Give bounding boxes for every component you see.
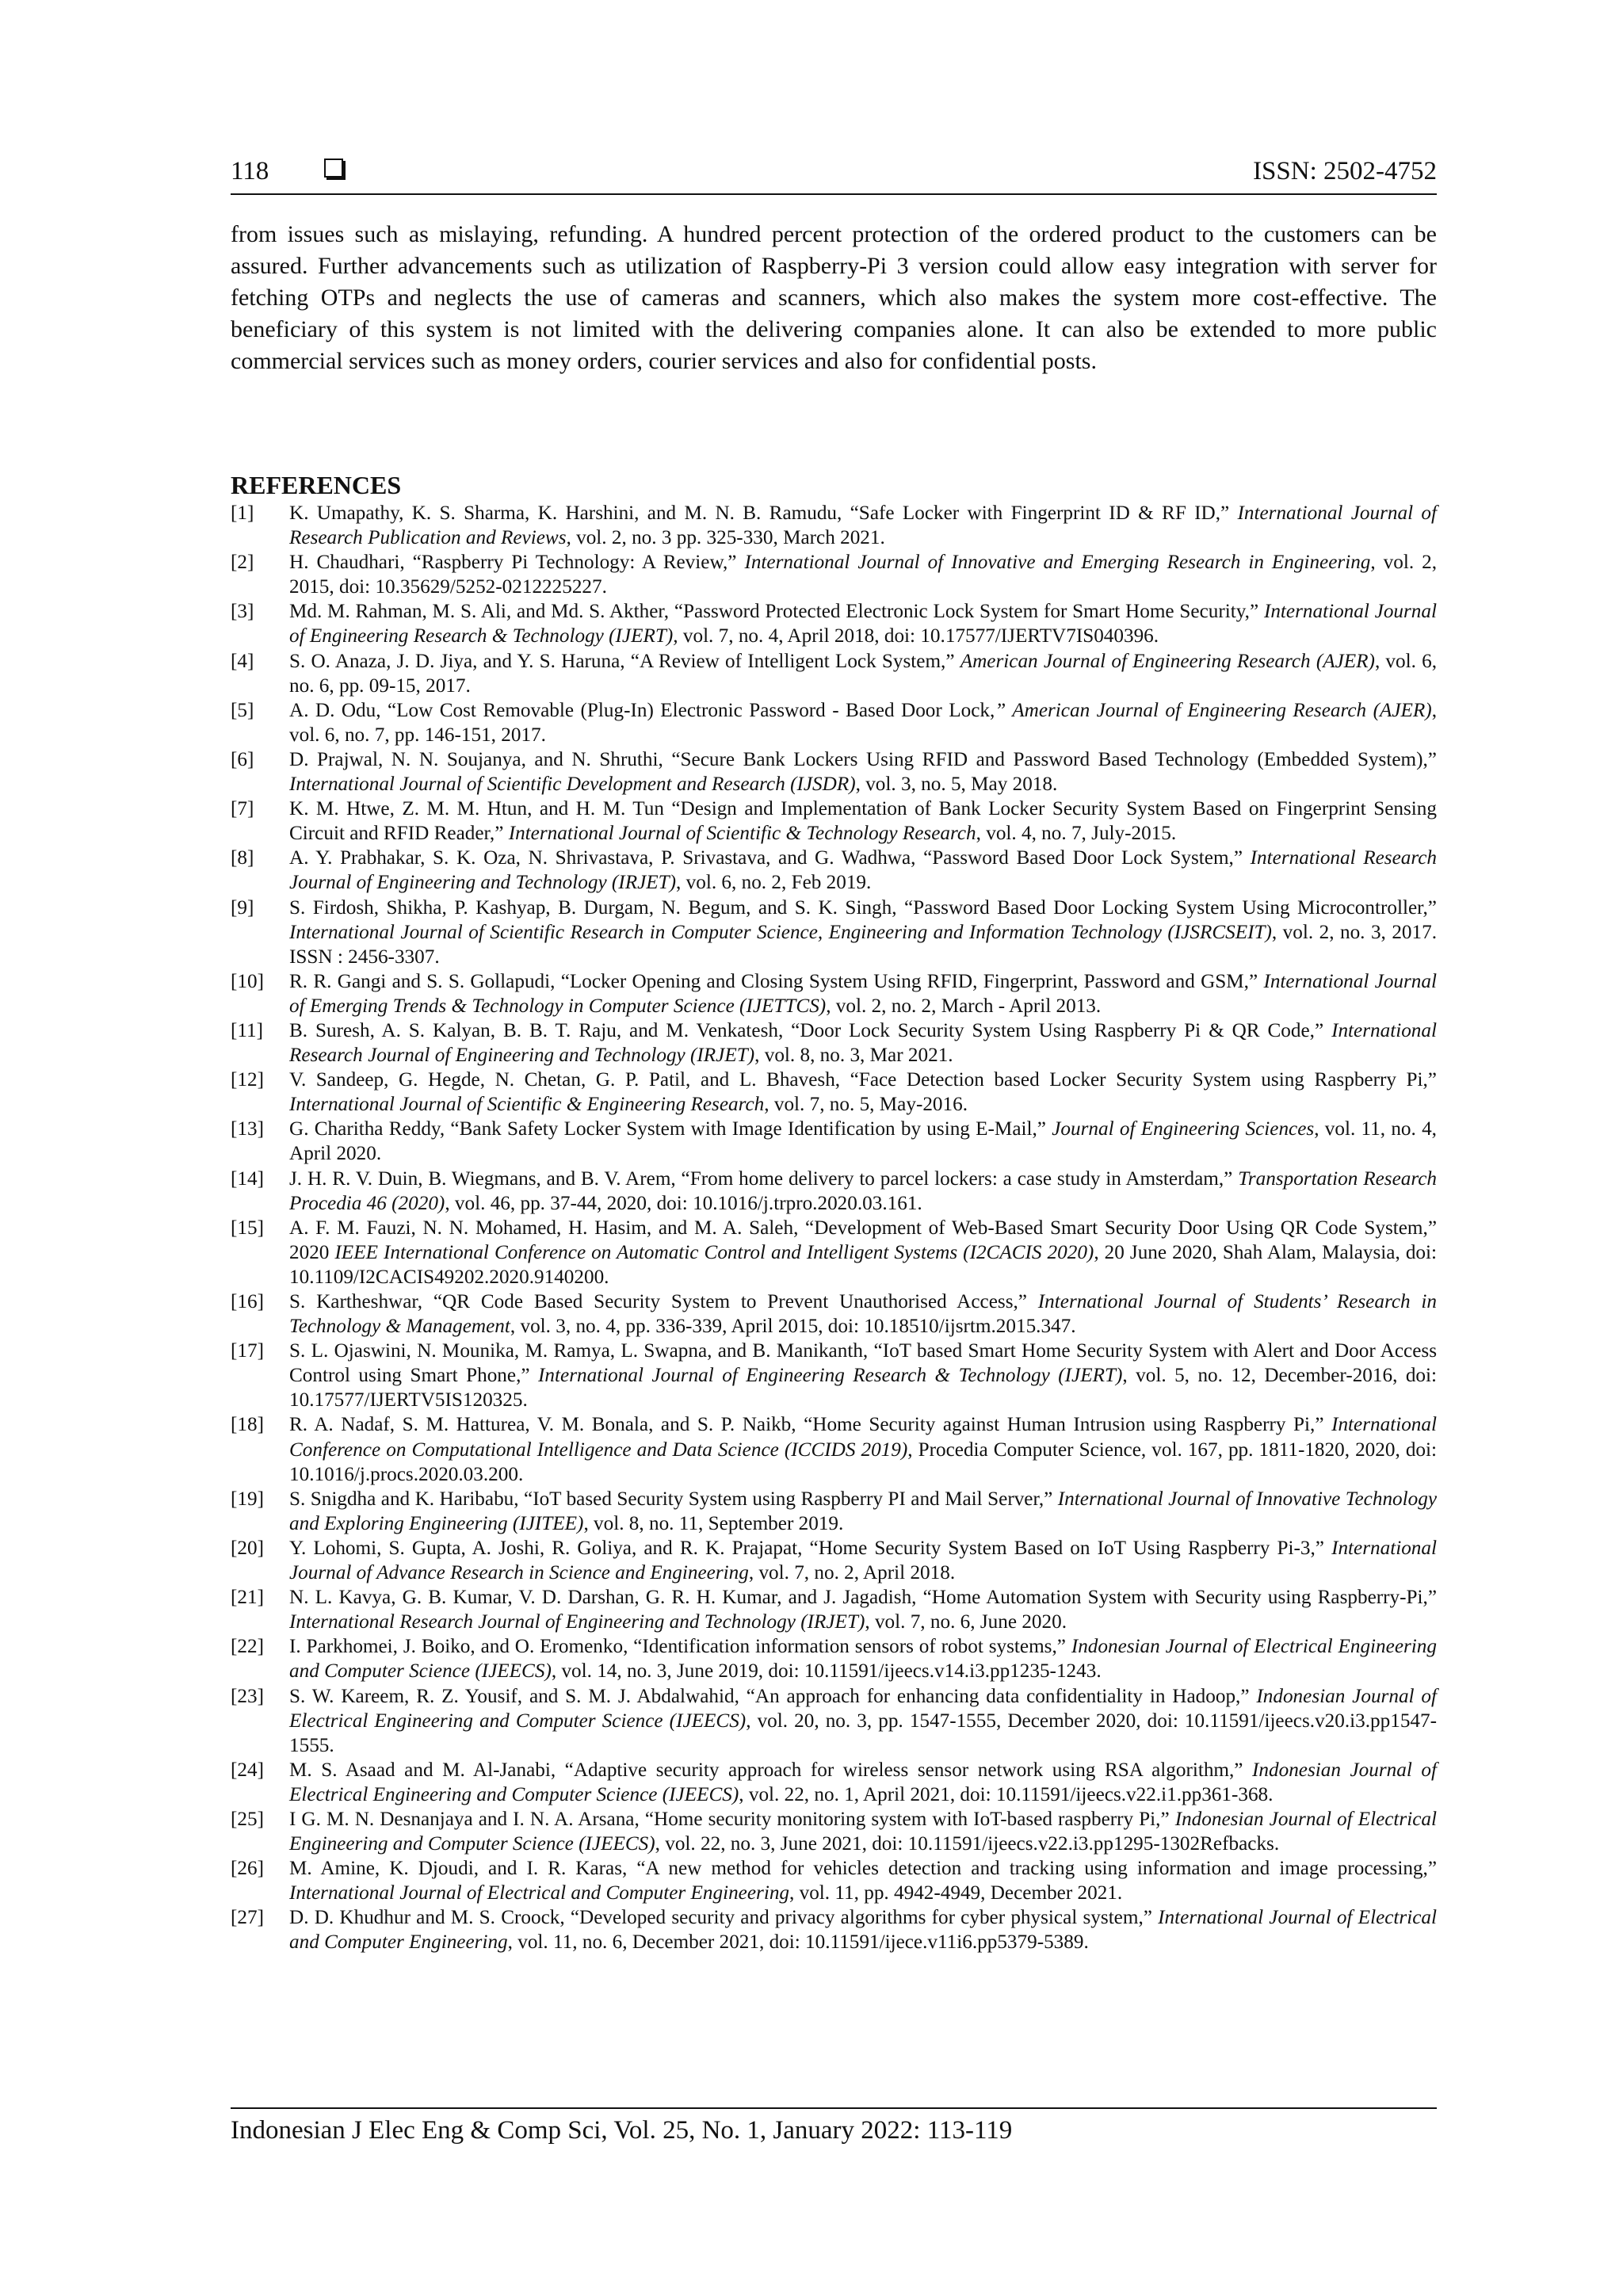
reference-number: [26]: [231, 1858, 264, 1880]
reference-authors-title: I G. M. N. Desnanjaya and I. N. A. Arsana, “Home security monitoring system with IoT-based raspberry Pi,”: [289, 1808, 1175, 1830]
reference-details: , vol. 4, no. 7, July-2015.: [976, 823, 1177, 845]
body-paragraph: from issues such as mislaying, refunding. A hundred percent protection of the ordered product to the customers can be assured. Further advancements such as utilization of Raspberry-Pi 3 version could allow easy integration with server for fetching OTPs and neglects the use of cameras and scanners, which also makes the system more cost-effective. The beneficiary of this system is not limited with the delivering companies alone. It can also be extended to more public commercial services such as money orders, courier services and also for confidential posts.: [231, 221, 1437, 374]
reference-authors-title: S. Kartheshwar, “QR Code Based Security System to Prevent Unauthorised Access,”: [289, 1291, 1038, 1312]
reference-authors-title: K. Umapathy, K. S. Sharma, K. Harshini, and M. N. B. Ramudu, “Safe Locker with Fingerprint ID & RF ID,”: [289, 502, 1238, 524]
reference-details: , Procedia Computer Science, vol. 167, pp. 1811-1820, 2020, doi: 10.1016/j.procs.2020.03.200.: [289, 1438, 1437, 1485]
reference-venue: Transportation Research Procedia 46 (2020): [289, 1167, 1437, 1214]
reference-details: vol. 7, no. 4, April 2018, doi: 10.17577/IJERTV7IS040396.: [678, 625, 1159, 648]
reference-venue: International Journal of Electrical and Computer Engineering: [289, 1907, 1437, 1954]
reference-item: [231, 1216, 1437, 1289]
reference-venue: International Journal of Electrical and Computer Engineering: [289, 1882, 790, 1904]
reference-authors-title: Md. M. Rahman, M. S. Ali, and Md. S. Akther, “Password Protected Electronic Lock System for Smart Home Security,”: [289, 601, 1264, 623]
reference-authors-title: H. Chaudhari, “Raspberry Pi Technology: A Review,”: [289, 552, 745, 574]
checkbox-square-icon: [324, 159, 343, 178]
reference-details: , vol. 6, no. 2, Feb 2019.: [676, 872, 872, 894]
reference-details: , vol. 2, no. 3, 2017. ISSN : 2456-3307.: [289, 921, 1437, 968]
reference-item: [231, 1289, 1437, 1339]
reference-authors-title: A. F. M. Fauzi, N. N. Mohamed, H. Hasim, and M. A. Saleh, “Development of Web-Based Smart Security Door Using QR Code System,” 2020: [289, 1217, 1437, 1263]
reference-venue: Indonesian Journal of Electrical Engineering and Computer Science (IJEECS): [289, 1808, 1437, 1855]
reference-venue: International Journal of Engineering Research & Technology (IJERT): [538, 1365, 1123, 1387]
reference-details: , vol. 3, no. 4, pp. 336-339, April 2015, doi: 10.18510/ijsrtm.2015.347.: [510, 1316, 1076, 1338]
reference-authors-title: D. Prajwal, N. N. Soujanya, and N. Shruthi, “Secure Bank Lockers Using RFID and Password Based Technology (Embedded System),”: [289, 748, 1437, 770]
reference-authors-title: A. D. Odu, “Low Cost Removable (Plug-In) Electronic Password - Based Door Lock,: [289, 699, 995, 721]
reference-details: vol. 2, no. 3 pp. 325-330, March 2021.: [571, 527, 885, 549]
reference-details: , vol. 11, no. 4, April 2020.: [289, 1118, 1437, 1165]
reference-venue: International Journal of Engineering Research & Technology (IJERT),: [289, 601, 1437, 648]
footer-divider: [231, 2107, 1437, 2109]
reference-details: , vol. 2, no. 2, March - April 2013.: [826, 995, 1102, 1017]
reference-venue: International Journal of Research Publication and Reviews,: [289, 502, 1437, 549]
reference-details: , vol. 22, no. 1, April 2021, doi: 10.11591/ijeecs.v22.i1.pp361-368.: [739, 1783, 1274, 1805]
reference-number: [12]: [231, 1069, 264, 1091]
reference-venue: International Research Journal of Engineering and Technology (IRJET): [289, 1019, 1437, 1067]
reference-item: [231, 1536, 1437, 1585]
reference-authors-title: B. Suresh, A. S. Kalyan, B. B. T. Raju, and M. Venkatesh, “Door Lock Security System Using Raspberry Pi & QR Code,”: [289, 1019, 1332, 1041]
reference-authors-title: S. O. Anaza, J. D. Jiya, and Y. S. Haruna, “A Review of Intelligent Lock System,”: [289, 650, 960, 672]
reference-venue: International Journal of Advance Research in Science and Engineering: [289, 1537, 1437, 1584]
reference-number: [1]: [231, 502, 254, 524]
reference-authors-title: M. Amine, K. Djoudi, and I. R. Karas, “A new method for vehicles detection and tracking using information and image processing,”: [289, 1858, 1437, 1880]
reference-number: [16]: [231, 1291, 264, 1312]
reference-authors-title: K. M. Htwe, Z. M. M. Htun, and H. M. Tun “Design and Implementation of Bank Locker Security System Based on Fingerprint Sensing Circuit and RFID Reader,”: [289, 798, 1437, 845]
reference-number: [20]: [231, 1537, 264, 1559]
reference-number: [6]: [231, 748, 254, 770]
reference-authors-title: D. D. Khudhur and M. S. Croock, “Developed security and privacy algorithms for cyber physical system,”: [289, 1907, 1159, 1929]
reference-venue: ” American Journal of Engineering Research (AJER): [995, 699, 1432, 721]
reference-number: [2]: [231, 552, 254, 574]
reference-details: , vol. 20, no. 3, pp. 1547-1555, December 2020, doi: 10.11591/ijeecs.v20.i3.pp1547-1555.: [289, 1710, 1437, 1756]
reference-number: [8]: [231, 847, 254, 869]
reference-number: [13]: [231, 1118, 264, 1140]
reference-number: [22]: [231, 1636, 264, 1658]
header-divider: [231, 193, 1437, 195]
reference-number: [18]: [231, 1414, 264, 1436]
reference-authors-title: G. Charitha Reddy, “Bank Safety Locker System with Image Identification by using E-Mail,”: [289, 1118, 1052, 1140]
reference-number: [10]: [231, 970, 264, 992]
reference-item: [231, 1585, 1437, 1634]
reference-number: [23]: [231, 1685, 264, 1707]
reference-details: , vol. 14, no. 3, June 2019, doi: 10.11591/ijeecs.v14.i3.pp1235-1243.: [551, 1660, 1102, 1683]
reference-authors-title: S. Firdosh, Shikha, P. Kashyap, B. Durgam, N. Begum, and S. K. Singh, “Password Based Door Locking System Using Microcontroller,”: [289, 896, 1437, 919]
reference-number: [7]: [231, 798, 254, 820]
page-footer: Indonesian J Elec Eng & Comp Sci, Vol. 25, No. 1, January 2022: 113-119: [231, 2116, 1013, 2145]
reference-item: [231, 1684, 1437, 1758]
reference-item: [231, 1167, 1437, 1216]
reference-item: [231, 1856, 1437, 1905]
reference-details: , vol. 7, no. 5, May-2016.: [764, 1094, 968, 1116]
reference-item: [231, 1634, 1437, 1683]
reference-item: [231, 797, 1437, 846]
reference-venue: International Journal of Scientific Research in Computer Science, Engineering and Information Technology (IJSRCSEIT): [289, 921, 1272, 943]
reference-details: , vol. 2, 2015, doi: 10.35629/5252-0212225227.: [289, 552, 1437, 598]
reference-details: , vol. 3, no. 5, May 2018.: [855, 774, 1058, 796]
reference-authors-title: R. R. Gangi and S. S. Gollapudi, “Locker Opening and Closing System Using RFID, Fingerprint, Password and GSM,”: [289, 970, 1264, 992]
references-heading: REFERENCES: [231, 471, 402, 499]
reference-venue: International Journal of Scientific Development and Research (IJSDR): [289, 774, 856, 796]
reference-venue: International Journal of Scientific & Engineering Research: [289, 1094, 765, 1116]
reference-details: , vol. 11, pp. 4942-4949, December 2021.: [789, 1882, 1123, 1904]
reference-number: [3]: [231, 601, 254, 623]
reference-number: [27]: [231, 1907, 264, 1929]
reference-item: [231, 1487, 1437, 1536]
reference-number: [15]: [231, 1217, 264, 1239]
reference-venue: IEEE International Conference on Automatic Control and Intelligent Systems (I2CACIS 2020): [334, 1241, 1094, 1263]
reference-item: [231, 969, 1437, 1018]
reference-authors-title: A. Y. Prabhakar, S. K. Oza, N. Shrivastava, P. Srivastava, and G. Wadhwa, “Password Based Door Lock System,”: [289, 847, 1251, 869]
page-header: [231, 155, 1437, 195]
reference-details: , vol. 8, no. 11, September 2019.: [583, 1512, 844, 1534]
reference-venue: Journal of Engineering Sciences: [1052, 1118, 1315, 1140]
reference-item: [231, 846, 1437, 895]
reference-venue: International Conference on Computational Intelligence and Data Science (ICCIDS 2019): [289, 1414, 1437, 1461]
reference-details: , vol. 7, no. 6, June 2020.: [865, 1611, 1067, 1633]
reference-item: [231, 550, 1437, 599]
reference-number: [14]: [231, 1167, 264, 1190]
reference-item: [231, 1117, 1437, 1166]
reference-item: [231, 896, 1437, 969]
reference-authors-title: S. L. Ojaswini, N. Mounika, M. Ramya, L. Swapna, and B. Manikanth, “IoT based Smart Home Security System with Alert and Door Access Control using Smart Phone,”: [289, 1340, 1437, 1387]
reference-venue: International Research Journal of Engineering and Technology (IRJET): [289, 847, 1437, 894]
reference-details: , vol. 46, pp. 37-44, 2020, doi: 10.1016/j.trpro.2020.03.161.: [445, 1192, 922, 1214]
reference-number: [4]: [231, 650, 254, 672]
issn-label: ISSN: 2502-4752: [1253, 157, 1437, 185]
reference-venue: American Journal of Engineering Research (AJER): [960, 650, 1375, 672]
reference-item: [231, 747, 1437, 797]
reference-list: [231, 501, 1437, 1955]
reference-authors-title: S. Snigdha and K. Haribabu, “IoT based Security System using Raspberry PI and Mail Server,”: [289, 1488, 1058, 1510]
reference-number: [21]: [231, 1587, 264, 1609]
reference-item: [231, 1339, 1437, 1412]
reference-venue: International Journal of Innovative and Emerging Research in Engineering: [744, 552, 1371, 574]
reference-authors-title: J. H. R. V. Duin, B. Wiegmans, and B. V. Arem, “From home delivery to parcel lockers: a case study in Amsterdam,”: [289, 1167, 1239, 1190]
reference-number: [5]: [231, 699, 254, 721]
reference-details: , vol. 11, no. 6, December 2021, doi: 10.11591/ijece.v11i6.pp5379-5389.: [507, 1931, 1089, 1954]
reference-number: [11]: [231, 1019, 264, 1041]
reference-item: [231, 1807, 1437, 1856]
reference-venue: Indonesian Journal of Electrical Engineering and Computer Science (IJEECS): [289, 1636, 1437, 1683]
reference-details: , vol. 7, no. 2, April 2018.: [748, 1562, 956, 1584]
reference-item: [231, 501, 1437, 550]
reference-number: [9]: [231, 896, 254, 919]
reference-venue: International Journal of Students’ Research in Technology & Management: [289, 1291, 1437, 1338]
reference-venue: International Journal of Innovative Technology and Exploring Engineering (IJITEE): [289, 1488, 1437, 1534]
reference-details: , vol. 22, no. 3, June 2021, doi: 10.11591/ijeecs.v22.i3.pp1295-1302Refbacks.: [655, 1833, 1280, 1855]
reference-venue: Indonesian Journal of Electrical Engineering and Computer Science (IJEECS): [289, 1759, 1437, 1805]
reference-number: [19]: [231, 1488, 264, 1510]
reference-item: [231, 599, 1437, 648]
reference-details: , vol. 6, no. 7, pp. 146-151, 2017.: [289, 699, 1437, 746]
reference-details: , vol. 5, no. 12, December-2016, doi: 10.17577/IJERTV5IS120325.: [289, 1365, 1438, 1412]
reference-item: [231, 1018, 1437, 1068]
reference-details: , vol. 8, no. 3, Mar 2021.: [754, 1045, 953, 1067]
page-number: 118: [231, 157, 269, 185]
reference-item: [231, 698, 1437, 747]
reference-item: [231, 1068, 1437, 1117]
reference-number: [24]: [231, 1759, 264, 1781]
reference-venue: International Research Journal of Engineering and Technology (IRJET): [289, 1611, 865, 1633]
reference-details: , 20 June 2020, Shah Alam, Malaysia, doi: 10.1109/I2CACIS49202.2020.9140200.: [289, 1241, 1437, 1288]
reference-item: [231, 1905, 1437, 1954]
reference-authors-title: N. L. Kavya, G. B. Kumar, V. D. Darshan, G. R. H. Kumar, and J. Jagadish, “Home Automation System with Security using Raspberry-Pi,”: [289, 1587, 1437, 1609]
reference-item: [231, 649, 1437, 698]
reference-authors-title: I. Parkhomei, J. Boiko, and O. Eromenko, “Identification information sensors of robot systems,”: [289, 1636, 1071, 1658]
reference-number: [17]: [231, 1340, 264, 1362]
reference-venue: International Journal of Scientific & Technology Research: [508, 823, 976, 845]
reference-number: [25]: [231, 1808, 264, 1830]
reference-authors-title: R. A. Nadaf, S. M. Hatturea, V. M. Bonala, and S. P. Naikb, “Home Security against Human Intrusion using Raspberry Pi,”: [289, 1414, 1332, 1436]
reference-item: [231, 1758, 1437, 1807]
reference-authors-title: V. Sandeep, G. Hegde, N. Chetan, G. P. Patil, and L. Bhavesh, “Face Detection based Locker Security System using Raspberry Pi,”: [289, 1069, 1437, 1091]
reference-authors-title: M. S. Asaad and M. Al-Janabi, “Adaptive security approach for wireless sensor network using RSA algorithm,”: [289, 1759, 1253, 1781]
reference-venue: Indonesian Journal of Electrical Engineering and Computer Science (IJEECS): [289, 1685, 1437, 1732]
reference-item: [231, 1412, 1437, 1486]
paper-page: [231, 0, 1437, 2296]
reference-venue: International Journal of Emerging Trends & Technology in Computer Science (IJETTCS): [289, 970, 1437, 1017]
reference-authors-title: S. W. Kareem, R. Z. Yousif, and S. M. J. Abdalwahid, “An approach for enhancing data confidentiality in Hadoop,”: [289, 1685, 1257, 1707]
reference-authors-title: Y. Lohomi, S. Gupta, A. Joshi, R. Goliya, and R. K. Prajapat, “Home Security System Based on IoT Using Raspberry Pi-3,”: [289, 1537, 1332, 1559]
reference-details: , vol. 6, no. 6, pp. 09-15, 2017.: [289, 650, 1437, 697]
